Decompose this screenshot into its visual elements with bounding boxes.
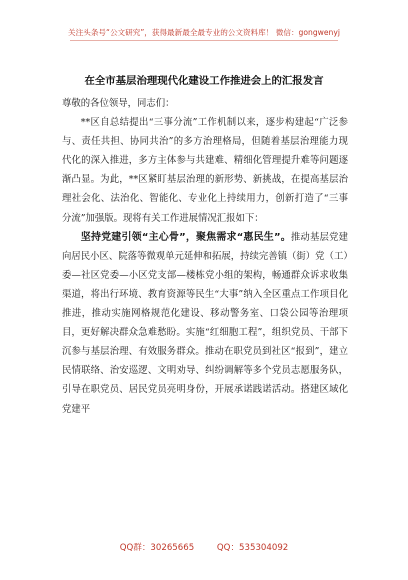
greeting: 尊敬的各位领导，同志们： [62,98,175,109]
document-title: 在全市基层治理现代化建设工作推进会上的汇报发言 [84,75,324,87]
document-body [62,94,348,419]
paragraph-body-text: 推动基层党建向居民小区、院落等微观单元延伸和拓展，持续完善镇（街）党（工）委—社区党委—小区党支部—楼栋党小组的架构，畅通群众诉求收集渠道，将出行环境、教育资源等民生“大事”纳入全区重点工作项目化推进，推动实施网格规范化建设、移动警务室、口袋公园等治理项目，更好解决群众急难愁盼。实施“红细胞工程”，组织党员、干部下沉参与基层治理、有效服务群众。推动在职党员到社区“报到”，建立民情联络、治安巡逻、文明劝导、纠纷调解等多个党员志愿服务队，引导在职党员、居民党员亮明身份，开展承诺践诺活动。搭建区域化党建平 [62,231,348,415]
footer-qq-number: QQ：535304092 [216,543,289,553]
header-divider [70,40,338,41]
header-promo-note: 关注头条号“公文研究”，获得最新最全最专业的公文资料库！ 微信：gongwenyj [68,28,340,37]
footer-qq-group: QQ群：30265665 [119,543,195,553]
paragraph-party-building [62,228,348,419]
paragraph-intro: **区自总结提出“三事分流”工作机制以来，逐步构建起“广泛参与、责任共担、协同共治”的多方治理格局，但随着基层治理能力现代化的深入推进，多方主体参与共建难、精细化管理提升难等问题逐渐凸显。为此，**区紧盯基层治理的新形势、新挑战，在提高基层治理社会化、法治化、智能化、专业化上持续用力，创新打造了“三事分流”加强版。现将有关工作进展情况汇报如下： [62,117,348,224]
footer-contact [0,541,408,553]
paragraph-lead-heading: 坚持党建引领“主心骨”，聚焦需求“惠民生”。 [80,231,291,243]
